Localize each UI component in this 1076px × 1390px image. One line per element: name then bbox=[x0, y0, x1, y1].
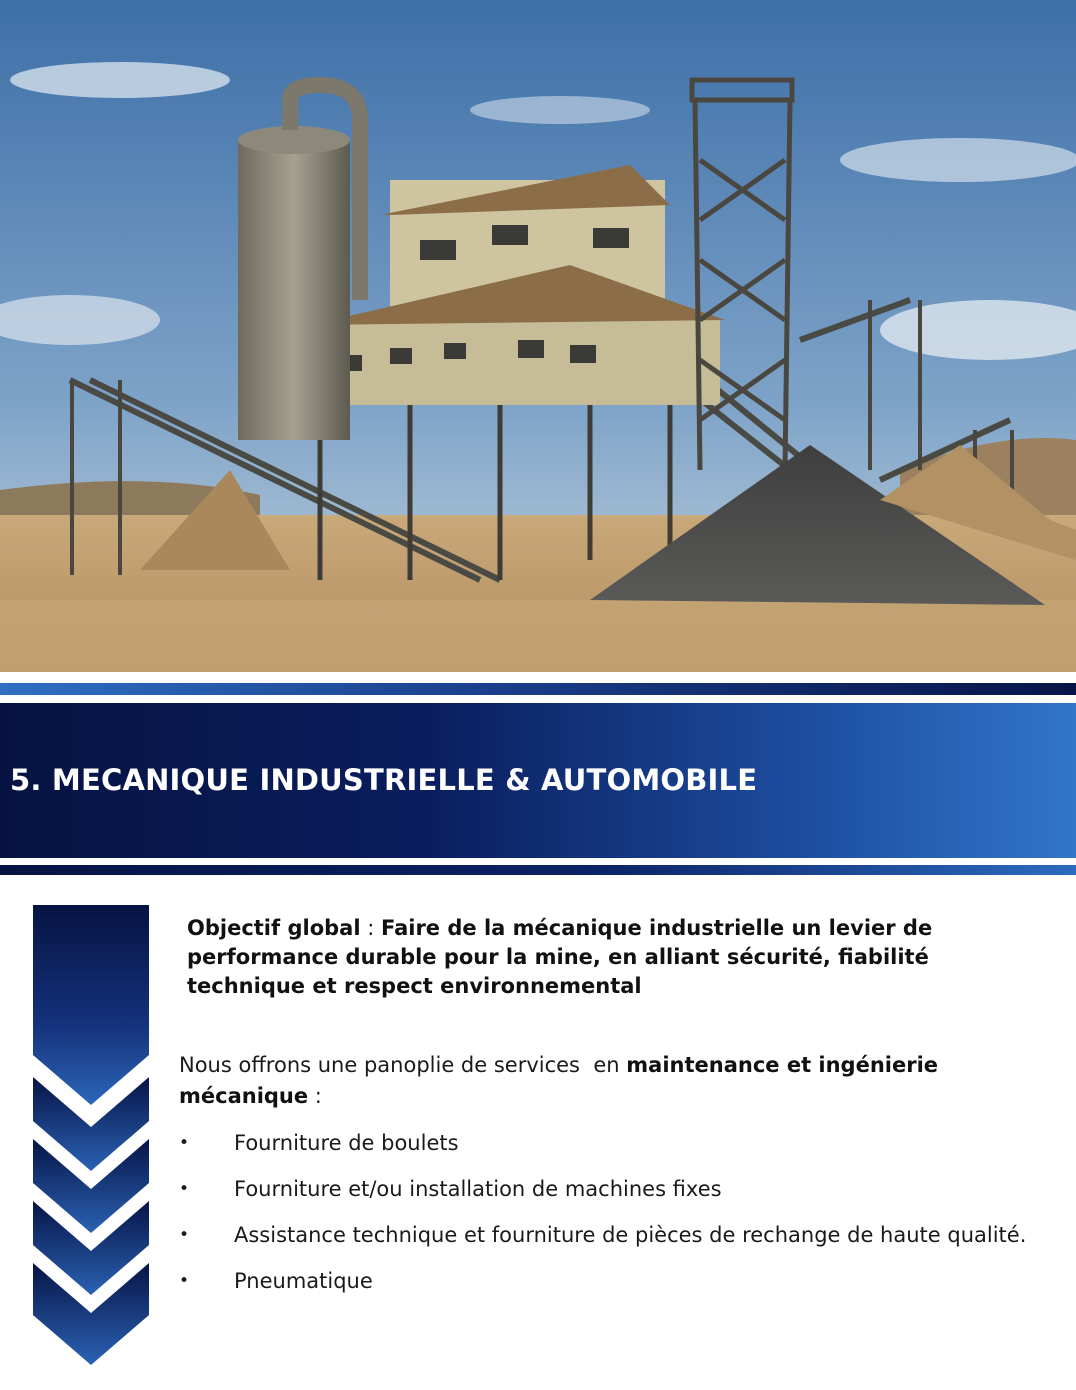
service-label: Pneumatique bbox=[234, 1269, 373, 1293]
intro-bold: maintenance et ingénierie mécanique bbox=[179, 1053, 939, 1108]
list-item bbox=[179, 1220, 1059, 1251]
services-intro bbox=[179, 1050, 1039, 1112]
service-label: Assistance technique et fourniture de pièces de rechange de haute qualité. bbox=[234, 1223, 1027, 1247]
service-label: Fourniture de boulets bbox=[234, 1131, 459, 1155]
section-title: 5. MECANIQUE INDUSTRIELLE & AUTOMOBILE bbox=[10, 763, 758, 797]
objective-separator: : bbox=[360, 916, 381, 940]
section-banner bbox=[0, 703, 1076, 858]
services-list bbox=[179, 1128, 1059, 1312]
bullet-icon: • bbox=[179, 1225, 190, 1245]
objective-label: Objectif global bbox=[187, 916, 361, 940]
intro-prefix: Nous offrons une panoplie de services en bbox=[179, 1053, 627, 1077]
list-item bbox=[179, 1266, 1059, 1297]
bullet-icon: • bbox=[179, 1179, 190, 1199]
hero-image bbox=[0, 0, 1076, 672]
list-item bbox=[179, 1174, 1059, 1205]
bullet-icon: • bbox=[179, 1133, 190, 1153]
bullet-icon: • bbox=[179, 1271, 190, 1291]
chevron-arrow-icon bbox=[33, 905, 149, 1365]
list-item bbox=[179, 1128, 1059, 1159]
decorative-stripe-bottom bbox=[0, 865, 1076, 875]
decorative-stripe-top bbox=[0, 683, 1076, 695]
objective-text: Faire de la mécanique industrielle un levier de performance durable pour la mine, en alliant sécurité, fiabilité technique et respect environnemental bbox=[187, 916, 933, 998]
objective-paragraph bbox=[187, 914, 1007, 1001]
intro-suffix: : bbox=[308, 1084, 322, 1108]
service-label: Fourniture et/ou installation de machines fixes bbox=[234, 1177, 722, 1201]
